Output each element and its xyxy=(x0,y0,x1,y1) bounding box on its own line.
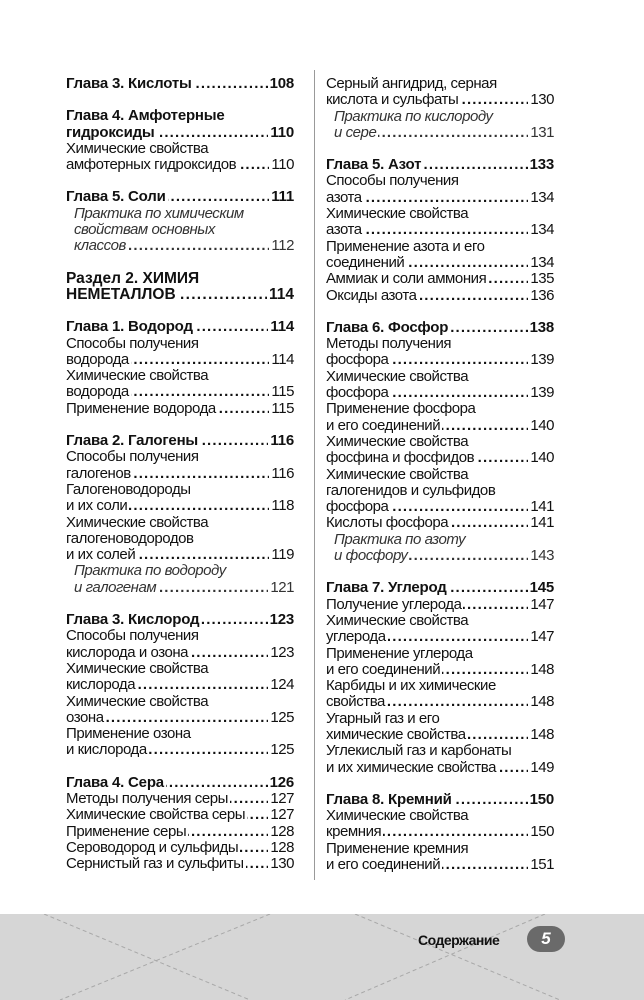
toc-entry-title: Химические свойства xyxy=(66,139,209,157)
toc-entry-item[interactable] xyxy=(66,856,294,872)
toc-entry-title: Способы получения xyxy=(66,627,199,645)
toc-page-number: 116 xyxy=(271,464,294,482)
toc-entry-title: и фосфору xyxy=(334,547,408,565)
toc-entry-title: Применение водорода xyxy=(66,399,216,417)
toc-page-number: 141 xyxy=(530,514,554,532)
toc-page-number: 140 xyxy=(530,416,554,434)
toc-entry-title: Практика по кислороду xyxy=(334,107,493,125)
toc-entry-title: Способы получения xyxy=(326,172,459,190)
toc-entry-title: озона xyxy=(66,708,104,726)
toc-entry-title: Химические свойства xyxy=(326,807,469,825)
toc-entry-title: Способы получения xyxy=(66,448,199,466)
toc-entry-title: Глава 5. Азот xyxy=(326,156,422,174)
toc-page-number: 148 xyxy=(530,660,554,678)
toc-entry-item[interactable] xyxy=(66,401,294,417)
toc-left-column xyxy=(66,76,294,888)
dot-leader xyxy=(106,710,269,726)
toc-entry-title: Глава 7. Углерод xyxy=(326,579,447,597)
toc-entry-title: Галогеноводороды xyxy=(66,480,191,498)
toc-entry-practice[interactable] xyxy=(66,206,294,255)
toc-entry-title: Химические свойства xyxy=(326,611,469,629)
dot-leader xyxy=(218,401,270,417)
dot-leader xyxy=(406,255,528,271)
toc-entry-item[interactable] xyxy=(66,449,294,482)
toc-entry-title: Глава 3. Кислород xyxy=(66,611,200,629)
toc-entry-title: и сере xyxy=(334,123,377,141)
toc-entry-title: Оксиды азота xyxy=(326,286,417,304)
toc-entry-title: и его соединений xyxy=(326,856,441,874)
toc-entry-item[interactable] xyxy=(326,239,554,272)
dot-leader xyxy=(476,450,528,466)
dot-leader xyxy=(168,189,270,205)
toc-entry-title: Методы получения xyxy=(326,335,452,353)
column-divider xyxy=(314,70,315,880)
toc-entry-item[interactable] xyxy=(326,678,554,711)
dot-leader xyxy=(188,824,268,840)
toc-entry-item[interactable] xyxy=(326,434,554,467)
toc-entry-item[interactable] xyxy=(326,401,554,434)
dot-leader xyxy=(194,76,268,92)
dot-leader xyxy=(178,287,267,303)
toc-entry-title: Применение углерода xyxy=(326,644,473,662)
toc-entry-title: Получение углерода xyxy=(326,595,462,613)
toc-entry-title: амфотерных гидроксидов xyxy=(66,156,237,174)
toc-page-number: 114 xyxy=(271,350,294,368)
toc-entry-title: Глава 1. Водород xyxy=(66,318,193,336)
toc-entry-item[interactable] xyxy=(326,206,554,239)
toc-entry-item[interactable] xyxy=(326,808,554,841)
toc-page-number: 125 xyxy=(270,708,294,726)
toc-entry-title: кислорода xyxy=(66,676,136,694)
dot-leader xyxy=(364,222,529,238)
toc-entry-item[interactable] xyxy=(66,694,294,727)
toc-page-number: 143 xyxy=(530,547,554,565)
dot-leader xyxy=(387,694,528,710)
toc-entry-item[interactable] xyxy=(66,840,294,856)
toc-entry-title: Глава 6. Фосфор xyxy=(326,318,449,336)
toc-entry-title: и галогенам xyxy=(74,578,157,596)
toc-entry-item[interactable] xyxy=(66,791,294,807)
toc-entry-item[interactable] xyxy=(326,467,554,516)
toc-group xyxy=(326,76,554,141)
toc-page-number: 128 xyxy=(270,838,294,856)
toc-page-number: 145 xyxy=(529,579,554,597)
toc-entry-title: кремния xyxy=(326,823,382,841)
toc-entry-title: Химические свойства серы xyxy=(66,806,246,824)
dot-leader xyxy=(390,499,528,515)
toc-entry-title: Раздел 2. ХИМИЯ xyxy=(66,269,200,287)
dot-leader xyxy=(133,466,270,482)
toc-entry-title: Глава 3. Кислоты xyxy=(66,75,192,92)
toc-page-number: 149 xyxy=(530,758,554,776)
toc-entry-title: водорода xyxy=(66,383,129,401)
toc-entry-title: гидроксиды xyxy=(66,123,155,141)
toc-entry-title: и их солей xyxy=(66,546,136,564)
toc-group xyxy=(66,612,294,759)
toc-page-number: 136 xyxy=(530,286,554,304)
toc-page-number: 130 xyxy=(530,91,554,109)
dot-leader xyxy=(463,597,528,613)
dot-leader xyxy=(201,612,267,628)
toc-page-number: 118 xyxy=(271,497,294,515)
toc-page-number: 116 xyxy=(270,432,294,450)
toc-entry-item[interactable] xyxy=(326,271,554,287)
toc-page-number: 108 xyxy=(269,75,294,92)
dot-leader xyxy=(450,515,528,531)
toc-entry-chapter[interactable] xyxy=(66,775,294,791)
toc-entry-title: и кислорода xyxy=(66,741,147,759)
toc-entry-chapter[interactable] xyxy=(66,76,294,92)
toc-entry-title: Применение озона xyxy=(66,725,191,743)
toc-page-number: 127 xyxy=(270,806,294,824)
dot-leader xyxy=(419,288,529,304)
dot-leader xyxy=(131,384,270,400)
toc-group xyxy=(66,271,294,304)
toc-entry-title: классов xyxy=(74,237,126,255)
toc-entry-title: галогеноводородов xyxy=(66,529,194,547)
toc-entry-title: Химические свойства xyxy=(326,432,469,450)
toc-page-number: 110 xyxy=(270,123,294,141)
toc-entry-title: Химические свойства xyxy=(66,513,209,531)
toc-entry-title: Химические свойства xyxy=(326,205,469,223)
toc-page-number: 123 xyxy=(269,611,294,629)
toc-entry-title: фосфора xyxy=(326,351,389,369)
toc-entry-item[interactable] xyxy=(326,173,554,206)
toc-entry-title: Методы получения серы xyxy=(66,789,228,807)
dot-leader xyxy=(460,92,528,108)
toc-group xyxy=(326,157,554,304)
toc-group xyxy=(66,433,294,596)
toc-entry-title: галогенов xyxy=(66,464,131,482)
toc-entry-item[interactable] xyxy=(66,141,294,174)
dot-leader xyxy=(128,238,270,254)
toc-group xyxy=(66,108,294,173)
toc-entry-item[interactable] xyxy=(66,824,294,840)
dot-leader xyxy=(378,125,528,141)
toc-page-number: 110 xyxy=(271,156,294,174)
toc-page-number: 114 xyxy=(268,285,294,303)
dot-leader xyxy=(238,157,269,173)
toc-entry-practice[interactable] xyxy=(326,109,554,142)
toc-entry-chapter[interactable] xyxy=(326,157,554,173)
dot-leader xyxy=(488,271,528,287)
dot-leader xyxy=(450,320,527,336)
toc-entry-title: Применение азота и его xyxy=(326,237,485,255)
toc-entry-title: Глава 8. Кремний xyxy=(326,790,452,808)
toc-entry-item[interactable] xyxy=(326,597,554,613)
toc-entry-item[interactable] xyxy=(66,661,294,694)
toc-entry-chapter[interactable] xyxy=(66,612,294,628)
toc-entry-item[interactable] xyxy=(326,369,554,402)
dot-leader xyxy=(364,190,529,206)
footer-section-title: Содержание xyxy=(418,932,500,948)
dot-leader xyxy=(129,498,269,514)
toc-entry-item[interactable] xyxy=(66,807,294,823)
dot-leader xyxy=(442,662,528,678)
toc-page-number: 130 xyxy=(270,855,294,873)
dot-leader xyxy=(498,760,528,776)
toc-page-number: 127 xyxy=(270,789,294,807)
dot-leader xyxy=(131,352,270,368)
toc-entry-title: фосфора xyxy=(326,384,389,402)
toc-entry-title: Карбиды и их химические xyxy=(326,677,496,695)
toc-page-number: 115 xyxy=(271,399,294,417)
toc-right-column xyxy=(326,76,554,889)
toc-entry-item[interactable] xyxy=(326,336,554,369)
dot-leader xyxy=(137,547,269,563)
toc-entry-title: и его соединений xyxy=(326,660,441,678)
page-number-badge: 5 xyxy=(527,926,565,952)
toc-page-number: 150 xyxy=(529,790,554,808)
toc-entry-title: Применение серы xyxy=(66,822,187,840)
toc-entry-item[interactable] xyxy=(326,515,554,531)
toc-entry-title: Практика по азоту xyxy=(334,530,466,548)
dot-leader xyxy=(230,791,268,807)
toc-page-number: 138 xyxy=(529,318,554,336)
toc-entry-title: Аммиак и соли аммония xyxy=(326,270,487,288)
toc-entry-title: углерода xyxy=(326,628,386,646)
toc-entry-title: Химические свойства xyxy=(326,465,469,483)
toc-entry-item[interactable] xyxy=(66,628,294,661)
dot-leader xyxy=(149,742,269,758)
toc-entry-title: кислота и сульфаты xyxy=(326,91,459,109)
toc-entry-title: водорода xyxy=(66,350,129,368)
toc-entry-title: Кислоты фосфора xyxy=(326,514,449,532)
toc-entry-title: фосфора xyxy=(326,498,389,516)
toc-entry-title: НЕМЕТАЛЛОВ xyxy=(66,285,176,303)
toc-group xyxy=(66,775,294,873)
toc-group xyxy=(326,792,554,873)
toc-entry-item[interactable] xyxy=(326,613,554,646)
dot-leader xyxy=(442,418,528,434)
toc-entry-title: химические свойства xyxy=(326,725,466,743)
toc-group xyxy=(66,189,294,254)
toc-entry-item[interactable] xyxy=(326,711,554,744)
dot-leader xyxy=(190,645,268,661)
toc-page-number: 134 xyxy=(530,221,554,239)
toc-page-number: 134 xyxy=(530,188,554,206)
toc-entry-title: Сероводород и сульфиды xyxy=(66,838,239,856)
toc-entry-item[interactable] xyxy=(66,336,294,369)
dot-leader xyxy=(423,157,527,173)
toc-entry-title: Химические свойства xyxy=(66,659,209,677)
toc-entry-title: Глава 5. Соли xyxy=(66,188,166,206)
toc-entry-title: Сернистый газ и сульфиты xyxy=(66,855,244,873)
toc-entry-title: галогенидов и сульфидов xyxy=(326,481,496,499)
toc-group xyxy=(66,76,294,92)
toc-page-number: 114 xyxy=(270,318,294,336)
toc-entry-title: Химические свойства xyxy=(326,367,469,385)
toc-page-number: 151 xyxy=(530,856,554,874)
toc-page-number: 148 xyxy=(530,693,554,711)
toc-entry-title: и их химические свойства xyxy=(326,758,497,776)
toc-page-number: 126 xyxy=(269,773,294,791)
dot-leader xyxy=(449,580,528,596)
toc-entry-title: Глава 2. Галогены xyxy=(66,432,199,450)
toc-entry-chapter[interactable] xyxy=(326,792,554,808)
dot-leader xyxy=(409,548,528,564)
toc-entry-title: Практика по химическим xyxy=(74,204,244,222)
toc-entry-title: свойствам основных xyxy=(74,221,215,239)
toc-page-number: 147 xyxy=(530,595,554,613)
toc-entry-title: фосфина и фосфидов xyxy=(326,449,475,467)
toc-page-number: 147 xyxy=(530,628,554,646)
toc-page-number: 140 xyxy=(530,449,554,467)
toc-entry-section[interactable] xyxy=(66,271,294,304)
page-footer xyxy=(0,914,644,1000)
toc-entry-title: Серный ангидрид, серная xyxy=(326,75,497,92)
toc-entry-item[interactable] xyxy=(66,368,294,401)
dot-leader xyxy=(388,629,529,645)
toc-entry-title: азота xyxy=(326,221,362,239)
toc-page-number: 135 xyxy=(530,270,554,288)
toc-entry-title: азота xyxy=(326,188,362,206)
dot-leader xyxy=(246,856,269,872)
dot-leader xyxy=(137,677,268,693)
toc-page-number: 131 xyxy=(530,123,554,141)
toc-page-number: 115 xyxy=(271,383,294,401)
dot-leader xyxy=(454,792,528,808)
toc-page-number: 141 xyxy=(530,498,554,516)
toc-page-number: 134 xyxy=(530,253,554,271)
toc-entry-title: Практика по водороду xyxy=(74,562,226,580)
toc-entry-practice[interactable] xyxy=(66,563,294,596)
toc-entry-item[interactable] xyxy=(326,288,554,304)
dot-leader xyxy=(442,857,528,873)
toc-entry-title: Углекислый газ и карбонаты xyxy=(326,742,512,760)
dot-leader xyxy=(390,352,528,368)
toc-entry-title: Химические свойства xyxy=(66,692,209,710)
toc-page-number: 124 xyxy=(270,676,294,694)
toc-entry-item[interactable] xyxy=(66,726,294,759)
toc-page-number: 123 xyxy=(270,643,294,661)
toc-page-number: 119 xyxy=(271,546,294,564)
toc-page-number: 139 xyxy=(530,351,554,369)
toc-entry-title: кислорода и озона xyxy=(66,643,189,661)
toc-entry-chapter[interactable] xyxy=(326,320,554,336)
toc-entry-chapter[interactable] xyxy=(66,189,294,205)
toc-entry-title: Глава 4. Сера xyxy=(66,773,164,791)
toc-entry-title: Химические свойства xyxy=(66,367,209,385)
toc-entry-chapter[interactable] xyxy=(66,433,294,449)
toc-page-number: 150 xyxy=(530,823,554,841)
toc-group xyxy=(326,320,554,564)
toc-entry-title: и его соединений xyxy=(326,416,441,434)
toc-entry-title: свойства xyxy=(326,693,385,711)
dot-leader xyxy=(157,125,269,141)
toc-entry-title: Угарный газ и его xyxy=(326,709,440,727)
toc-entry-item[interactable] xyxy=(326,841,554,874)
toc-entry-title: Применение фосфора xyxy=(326,400,476,418)
toc-entry-item[interactable] xyxy=(326,646,554,679)
toc-entry-title: Применение кремния xyxy=(326,839,469,857)
toc-entry-title: Способы получения xyxy=(66,334,199,352)
toc-page-number: 128 xyxy=(270,822,294,840)
toc-page-number: 139 xyxy=(530,384,554,402)
toc-entry-title: и их соли xyxy=(66,497,128,515)
toc-entry-chapter[interactable] xyxy=(66,319,294,335)
dot-leader xyxy=(383,824,528,840)
dot-leader xyxy=(390,385,528,401)
toc-page-number: 112 xyxy=(271,237,294,255)
toc-group xyxy=(66,319,294,417)
toc-entry-item[interactable] xyxy=(66,515,294,564)
toc-page-number: 133 xyxy=(529,156,554,174)
dot-leader xyxy=(195,319,269,335)
toc-page-number: 121 xyxy=(270,578,294,596)
dot-leader xyxy=(468,727,529,743)
toc-page-number: 148 xyxy=(530,725,554,743)
toc-page-number: 125 xyxy=(270,741,294,759)
toc-page-number: 111 xyxy=(271,188,294,206)
dot-leader xyxy=(200,433,268,449)
toc-entry-item[interactable] xyxy=(326,76,554,109)
toc-group xyxy=(326,580,554,776)
toc-entry-item[interactable] xyxy=(326,743,554,776)
dot-leader xyxy=(240,840,268,856)
dot-leader xyxy=(247,807,268,823)
toc-entry-title: Глава 4. Амфотерные xyxy=(66,107,225,125)
toc-entry-item[interactable] xyxy=(66,482,294,515)
dot-leader xyxy=(158,580,268,596)
toc-entry-practice[interactable] xyxy=(326,532,554,565)
toc-entry-title: соединений xyxy=(326,253,405,271)
dot-leader xyxy=(166,775,268,791)
toc-entry-chapter[interactable] xyxy=(326,580,554,596)
toc-entry-chapter[interactable] xyxy=(66,108,294,141)
